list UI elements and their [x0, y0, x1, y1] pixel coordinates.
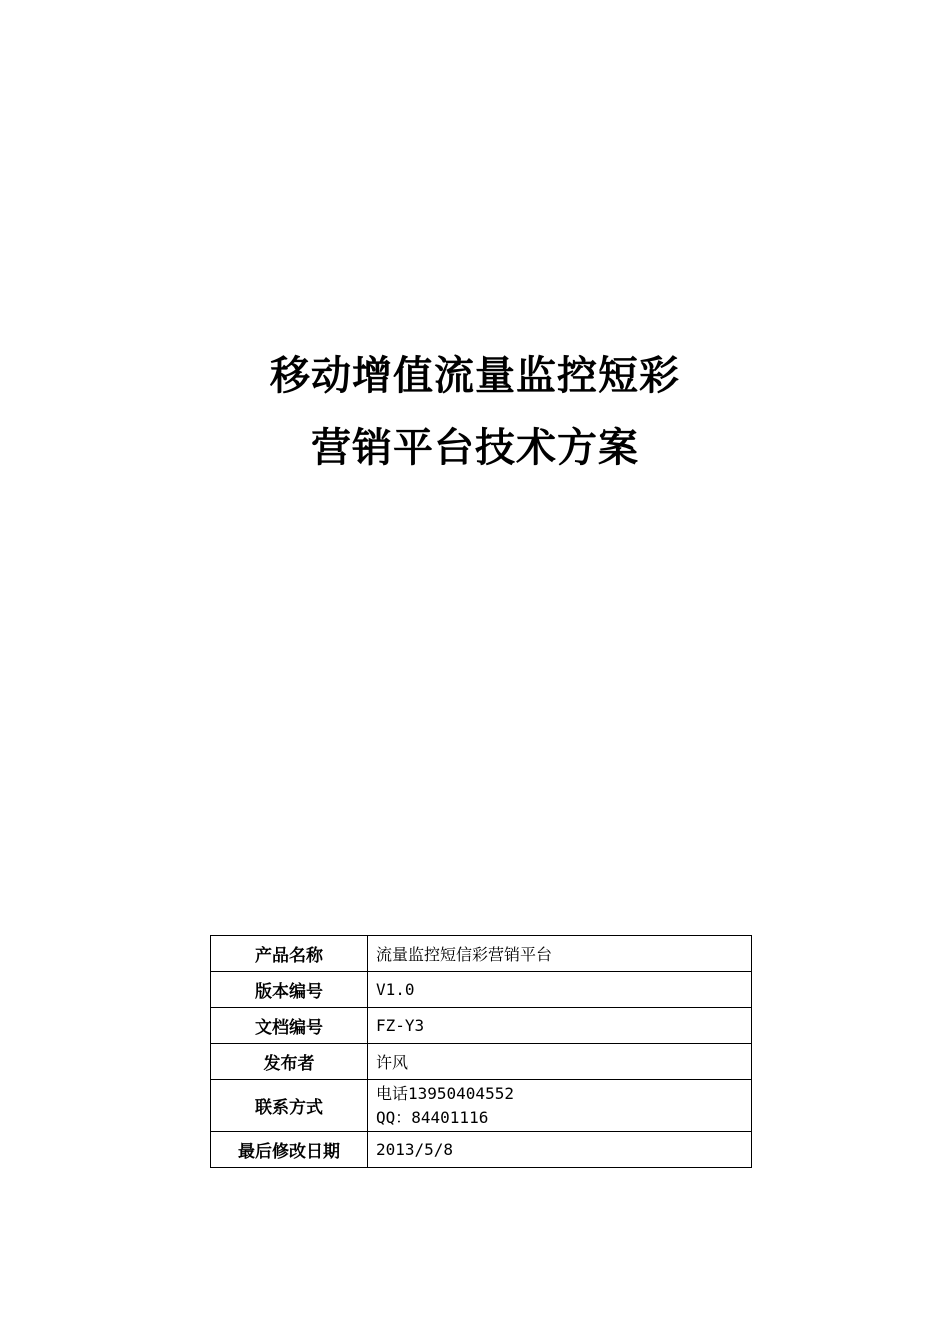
document-number-value: FZ-Y3 — [368, 1008, 752, 1044]
table-row — [211, 936, 752, 972]
document-info-table — [210, 935, 752, 1168]
document-title — [0, 348, 950, 476]
table-row — [211, 972, 752, 1008]
version-label: 版本编号 — [211, 972, 368, 1008]
last-modified-value: 2013/5/8 — [368, 1132, 752, 1168]
product-name-value: 流量监控短信彩营销平台 — [368, 936, 752, 972]
table-row — [211, 1044, 752, 1080]
contact-label: 联系方式 — [211, 1080, 368, 1132]
table-row — [211, 1080, 752, 1132]
title-line-1: 移动增值流量监控短彩 — [270, 353, 680, 399]
table-row — [211, 1008, 752, 1044]
version-value: V1.0 — [368, 972, 752, 1008]
publisher-value: 许风 — [368, 1044, 752, 1080]
contact-value — [368, 1080, 752, 1132]
document-number-label: 文档编号 — [211, 1008, 368, 1044]
contact-phone: 电话13950404552 — [376, 1083, 514, 1103]
contact-qq: QQ：84401116 — [376, 1107, 489, 1127]
table-row — [211, 1132, 752, 1168]
last-modified-label: 最后修改日期 — [211, 1132, 368, 1168]
product-name-label: 产品名称 — [211, 936, 368, 972]
title-line-2: 营销平台技术方案 — [311, 425, 639, 471]
publisher-label: 发布者 — [211, 1044, 368, 1080]
